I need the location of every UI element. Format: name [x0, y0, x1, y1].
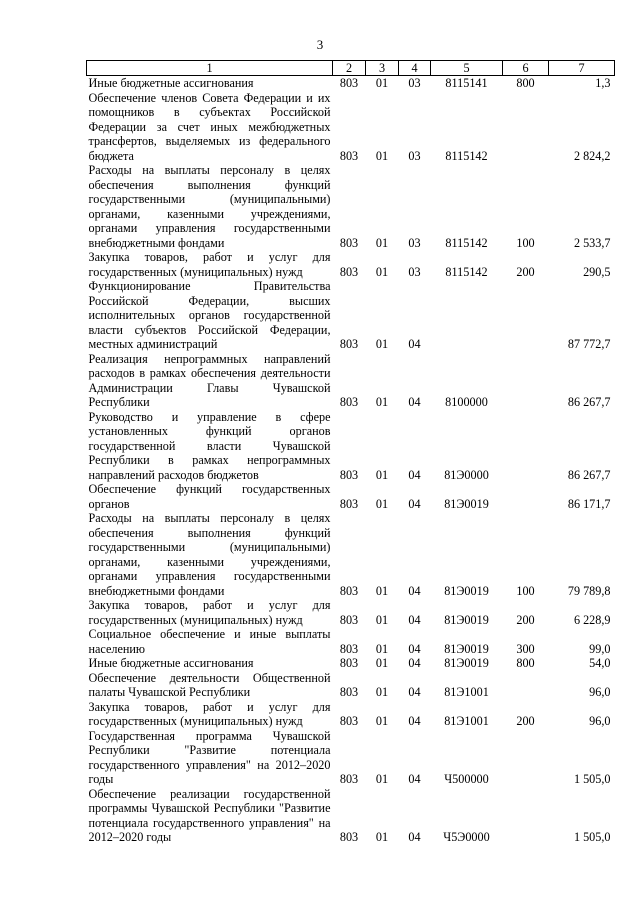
table-header: [87, 61, 615, 76]
row-subsection-code: 04: [408, 496, 421, 511]
row-admin-code: 803: [339, 235, 359, 250]
row-expense-type-code: 800: [516, 656, 535, 670]
row-expense-type-code: 100: [516, 235, 535, 250]
row-subsection-code: 03: [408, 76, 421, 90]
row-subsection-code: 04: [408, 612, 421, 627]
row-target-code: 8115142: [445, 235, 488, 250]
row-target-code: 8115142: [445, 264, 488, 279]
row-name: Государственная программа Чувашской Республики "Развитие потенциала государственного управления" на 2012–2020 годы: [88, 728, 331, 786]
row-name: Расходы на выплаты персоналу в целях обеспечения выполнения функций государственными (муниципальными) органами, казенными учреждениями, органами управления государственными внебюджетными фондами: [88, 163, 331, 250]
row-name: Руководство и управление в сфере установленных функций органов государственной власти Чувашской Республики в рамках непрограммных направлений расходов бюджетов: [88, 409, 331, 482]
row-admin-code: 803: [339, 496, 359, 511]
table-row: [87, 91, 615, 164]
row-target-code: 81Э1001: [444, 685, 489, 699]
row-subsection-code: 04: [408, 583, 421, 598]
row-admin-code: 803: [339, 830, 359, 844]
row-amount: 96,0: [589, 714, 611, 728]
row-subsection-code: 03: [408, 264, 421, 279]
row-admin-code: 803: [339, 714, 359, 728]
row-expense-type-code: 100: [516, 583, 535, 598]
row-expense-type-code: 200: [516, 714, 535, 728]
row-expense-type-code: [503, 787, 549, 845]
row-section-code: 01: [375, 496, 389, 511]
table-row: [87, 410, 615, 483]
table-row: [87, 627, 615, 656]
row-section-code: 01: [375, 264, 389, 279]
row-subsection-code: 04: [408, 395, 421, 409]
row-section-code: 01: [375, 714, 389, 728]
row-section-code: 01: [375, 148, 389, 163]
row-subsection-code: 03: [408, 235, 421, 250]
column-header-2: 2: [333, 61, 366, 76]
row-target-code: 81Э0000: [444, 467, 489, 482]
column-header-7: 7: [549, 61, 615, 76]
row-admin-code: 803: [339, 337, 359, 351]
row-subsection-code: 04: [408, 337, 421, 351]
row-name: Обеспечение реализации государственной программы Чувашской Республики "Развитие потенциала государственного управления" на 2012–2020 годы: [88, 786, 331, 844]
row-subsection-code: 04: [408, 685, 421, 699]
row-name: Обеспечение деятельности Общественной палаты Чувашской Республики: [88, 670, 331, 699]
row-name: Социальное обеспечение и иные выплаты населению: [88, 627, 331, 656]
row-expense-type-code: 200: [516, 264, 535, 279]
row-amount: 79 789,8: [567, 583, 611, 598]
row-expense-type-code: [503, 729, 549, 787]
table-row: [87, 729, 615, 787]
row-expense-type-code: 200: [516, 612, 535, 627]
row-subsection-code: 04: [408, 714, 421, 728]
row-subsection-code: 04: [408, 772, 421, 786]
row-admin-code: 803: [339, 641, 359, 656]
row-name: Обеспечение членов Совета Федерации и их помощников в субъектах Российской Федерации за счет иных межбюджетных трансфертов, выделяемых из федерального бюджета: [88, 90, 331, 163]
column-number-row: [87, 61, 615, 76]
table-row: [87, 163, 615, 250]
row-amount: 290,5: [583, 264, 611, 279]
page-number: 3: [316, 37, 324, 52]
row-section-code: 01: [375, 467, 389, 482]
table-row: [87, 700, 615, 729]
row-name: Функционирование Правительства Российской Федерации, высших исполнительных органов государственной власти субъектов Российской Федерации, местных администраций: [88, 279, 331, 351]
table-row: [87, 352, 615, 410]
row-name: Иные бюджетные ассигнования: [88, 76, 254, 90]
row-amount: 1,3: [595, 76, 611, 90]
row-admin-code: 803: [339, 76, 359, 90]
row-target-code: 81Э0019: [444, 641, 489, 656]
table-row: [87, 250, 615, 279]
row-amount: 87 772,7: [567, 337, 611, 351]
row-amount: 6 228,9: [573, 612, 611, 627]
row-subsection-code: 04: [408, 641, 421, 656]
row-admin-code: 803: [339, 685, 359, 699]
row-amount: 99,0: [589, 641, 611, 656]
row-amount: 54,0: [589, 656, 611, 670]
table-row: [87, 598, 615, 627]
row-expense-type-code: 300: [516, 641, 535, 656]
row-amount: 1 505,0: [573, 772, 611, 786]
row-target-code: Ч5Э0000: [443, 830, 490, 844]
row-target-code: 8100000: [445, 395, 488, 409]
row-section-code: 01: [375, 685, 389, 699]
row-admin-code: 803: [339, 395, 359, 409]
row-subsection-code: 04: [408, 656, 421, 670]
row-expense-type-code: [503, 671, 549, 700]
row-section-code: 01: [375, 235, 389, 250]
row-amount: 86 267,7: [567, 467, 611, 482]
budget-table: [86, 60, 615, 845]
row-amount: 96,0: [589, 685, 611, 699]
row-name: Закупка товаров, работ и услуг для государственных (муниципальных) нужд: [88, 699, 331, 728]
table-row: [87, 279, 615, 352]
row-target-code: 81Э0019: [444, 612, 489, 627]
row-target-code: 8115142: [445, 148, 488, 163]
row-target-code: Ч500000: [444, 772, 489, 786]
table-body: [87, 76, 615, 845]
row-expense-type-code: [503, 352, 549, 410]
table-row: [87, 671, 615, 700]
table-row: [87, 76, 615, 91]
row-subsection-code: 03: [408, 148, 421, 163]
row-section-code: 01: [375, 395, 389, 409]
row-admin-code: 803: [339, 612, 359, 627]
row-name: Закупка товаров, работ и услуг для государственных (муниципальных) нужд: [88, 598, 331, 627]
row-section-code: 01: [375, 830, 389, 844]
row-name: Закупка товаров, работ и услуг для государственных (муниципальных) нужд: [88, 250, 331, 279]
row-target-code: 81Э1001: [444, 714, 489, 728]
row-section-code: 01: [375, 772, 389, 786]
row-section-code: 01: [375, 76, 389, 90]
row-section-code: 01: [375, 641, 389, 656]
column-header-3: 3: [366, 61, 399, 76]
column-header-1: 1: [87, 61, 333, 76]
row-expense-type-code: [503, 482, 549, 511]
row-expense-type-code: [503, 91, 549, 164]
row-expense-type-code: [503, 410, 549, 483]
row-admin-code: 803: [339, 656, 359, 670]
row-amount: 2 533,7: [573, 235, 611, 250]
table-row: [87, 511, 615, 598]
table-row: [87, 787, 615, 845]
column-header-5: 5: [431, 61, 503, 76]
row-section-code: 01: [375, 612, 389, 627]
row-admin-code: 803: [339, 583, 359, 598]
table-row: [87, 656, 615, 671]
row-admin-code: 803: [339, 772, 359, 786]
row-amount: 2 824,2: [573, 148, 611, 163]
row-admin-code: 803: [339, 264, 359, 279]
row-amount: 86 267,7: [567, 395, 611, 409]
row-target-code: 81Э0019: [444, 583, 489, 598]
row-amount: 1 505,0: [573, 830, 611, 844]
row-expense-type-code: 800: [516, 76, 535, 90]
table-row: [87, 482, 615, 511]
row-target-code: 8115141: [445, 76, 488, 90]
row-admin-code: 803: [339, 467, 359, 482]
row-section-code: 01: [375, 583, 389, 598]
column-header-4: 4: [399, 61, 431, 76]
row-name: Реализация непрограммных направлений расходов в рамках обеспечения деятельности Администрации Главы Чувашской Республики: [88, 351, 331, 409]
row-admin-code: 803: [339, 148, 359, 163]
row-name: Расходы на выплаты персоналу в целях обеспечения выполнения функций государственными (муниципальными) органами, казенными учреждениями, органами управления государственными внебюджетными фондами: [88, 511, 331, 598]
row-amount: 86 171,7: [567, 496, 611, 511]
row-target-code: 81Э0019: [444, 656, 489, 670]
row-name: Иные бюджетные ассигнования: [88, 656, 254, 670]
row-subsection-code: 04: [408, 467, 421, 482]
row-subsection-code: 04: [408, 830, 421, 844]
row-expense-type-code: [503, 279, 549, 352]
row-target-code: [431, 279, 503, 352]
row-name: Обеспечение функций государственных органов: [88, 482, 331, 511]
row-target-code: 81Э0019: [444, 496, 489, 511]
row-section-code: 01: [375, 656, 389, 670]
row-section-code: 01: [375, 337, 389, 351]
column-header-6: 6: [503, 61, 549, 76]
